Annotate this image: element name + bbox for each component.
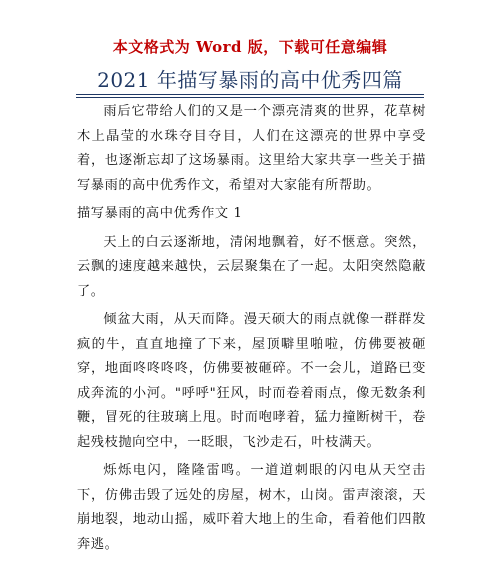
title-divider-secondary: [76, 97, 424, 98]
section-heading: 描写暴雨的高中优秀作文 1: [77, 206, 243, 221]
body-paragraph: 天上的白云逐渐地，清闲地飘着，好不惬意。突然，云飘的速度越来越快，云层聚集在了一起。太阳突然隐蔽了。: [77, 234, 426, 299]
body-paragraph: 倾盆大雨，从天而降。漫天硕大的雨点就像一群群发疯的牛，直直地撞了下来，屋顶噼里啪啦，仿佛要被砸穿，地面咚咚咚咚，仿佛要被砸碎。不一会儿，道路已变成奔流的小河。"呼呼"狂风，时而卷着雨点，像无数条利鞭，冒死的往玻璃上甩。时而咆哮着，猛力撞断树干，卷起残枝抛向空中，一眨眼，飞沙走石，叶枝满天。: [77, 312, 426, 450]
editable-notice: 本文格式为 Word 版，下载可任意编辑: [112, 38, 388, 56]
title-divider: [76, 94, 424, 95]
body-paragraph: 烁烁电闪，隆隆雷鸣。一道道刺眼的闪电从天空击下，仿佛击毁了远处的房屋，树木，山岗。雷声滚滚，天崩地裂，地动山摇，威吓着大地上的生命，看着他们四散奔逃。: [77, 463, 426, 552]
document-title: 2021 年描写暴雨的高中优秀四篇: [97, 68, 403, 92]
document-body: [77, 100, 426, 561]
intro-paragraph: 雨后它带给人们的又是一个漂亮清爽的世界，花草树木上晶莹的水珠夺目夺目，人们在这漂亮的世界中享受着，也逐渐忘却了这场暴雨。这里给大家共享一些关于描写暴雨的高中优秀作文，希望对大家能有所帮助。: [77, 104, 426, 193]
